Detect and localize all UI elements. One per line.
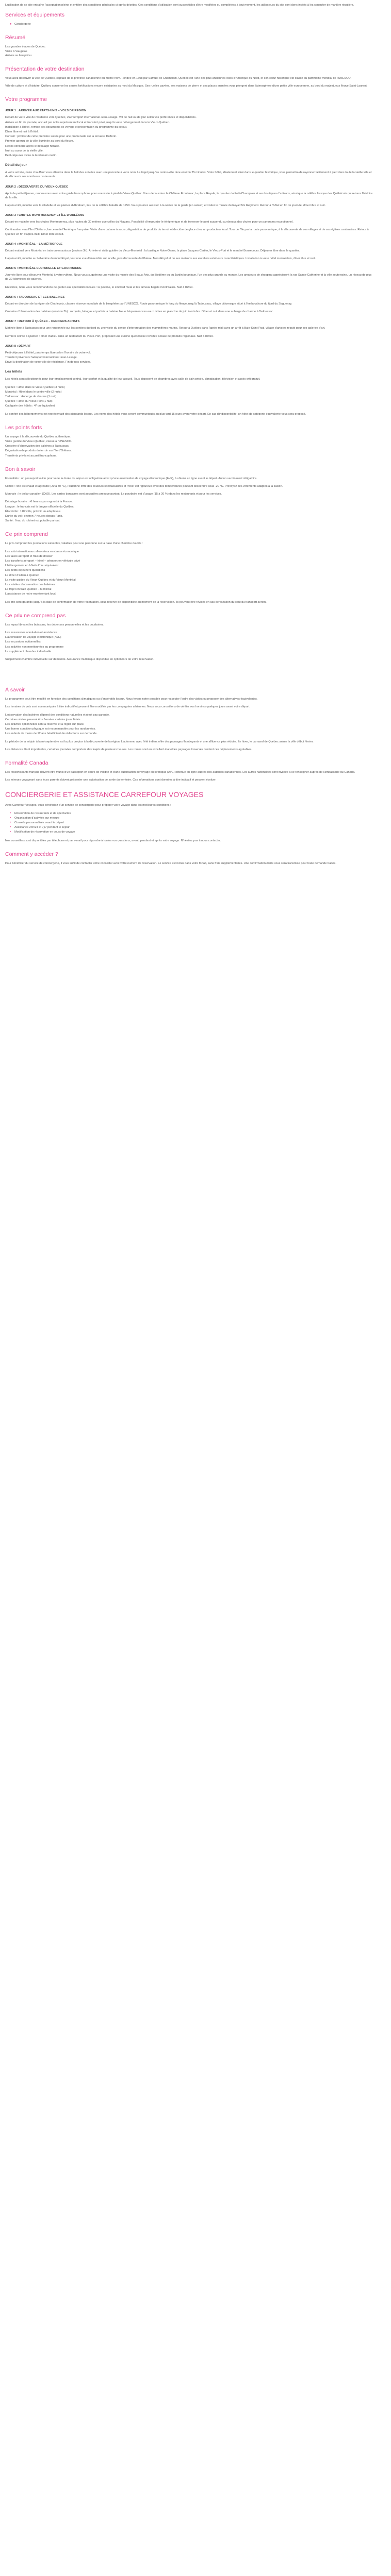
programme-title: Votre programme [5, 96, 47, 103]
resume-title: Résumé [5, 35, 26, 41]
paragraph: Matinée libre à Tadoussac pour une randonnée sur les sentiers du fjord ou une visite du centre d'interprétation des mammifères marins. Retour à Québec dans l'après-midi avec un arrêt à Baie-Saint-Paul, village d'artistes réputé pour ses galeries d'art. [5, 327, 325, 330]
hotels-title: Les hôtels [5, 370, 22, 374]
comment-title: Comment y accéder ? [5, 851, 58, 857]
line: Le supplément chambre individuelle [5, 650, 52, 653]
bullet-icon: • [10, 811, 11, 815]
list-item: • Réservation de restaurants et de spectacles [10, 811, 71, 815]
paragraph: Croisière d'observation des baleines (environ 3h) : rorquals, bélugas et parfois la baleine bleue fréquentent ces eaux riches en plancton de juin à octobre. Dîner et nuit dans une auberge de charme à Tadoussac. [5, 310, 274, 314]
bullet-icon: • [10, 826, 11, 829]
line: Montréal : Hôtel dans le centre-ville (2 nuits) [5, 390, 62, 394]
paragraph: La période de la mi-juin à la mi-septembre est la plus propice à la découverte de la région. L'automne, avec l'été indien, offre des paysages flamboyants et une affluence plus réduite. En hiver, le carnaval de Québec anime la ville début février. [5, 740, 314, 743]
page [0, 0, 381, 879]
line: Départ de votre ville de résidence vers Québec, via l'aéroport international Jean-Lesage. Vol de nuit ou de jour selon vos préférences et disponibilités. [5, 116, 197, 120]
paragraph: À votre arrivée, notre chauffeur vous attendra dans le hall des arrivées avec une pancarte à votre nom. Le trajet jusqu'au centre-ville dure environ 25 minutes. Votre hôtel, idéalement situé dans le quartier historique, vous permettra de rayonner facilement à pied dans toute la vieille ville et de découvrir ses nombreux restaurants. [5, 171, 372, 179]
line: La croisière d'observation des baleines [5, 583, 55, 586]
paragraph: Départ en matinée vers les chutes Montmorency, plus hautes de 30 mètres que celles du Niagara. Possibilité d'emprunter le téléphérique et de traverser le pont suspendu au-dessus des chutes pour un panorama exceptionnel. [5, 221, 294, 224]
line: L'autorisation de voyage électronique (AVE) [5, 636, 61, 639]
paragraph: Les horaires de vols sont communiqués à titre indicatif et peuvent être modifiés par les compagnies aériennes. Nous vous conseillons de vérifier vos horaires quelques jours avant votre départ. [5, 705, 251, 709]
bullet-icon: • [10, 831, 11, 834]
line: Santé : l'eau du robinet est potable partout. [5, 519, 60, 523]
paragraph: Journée libre pour découvrir Montréal à votre rythme. Nous vous suggérons une visite du musée des Beaux-Arts, du Biodôme ou du Jardin botanique, l'un des plus grands au monde. Les amateurs de shopping apprécieront la rue Sainte-Catherine et la ville souterraine, un réseau de plus de 30 kilomètres de galeries. [5, 274, 372, 281]
day-heading: JOUR 1 : ARRIVÉE AUX ÉTATS-UNIS – VOLS DE RÉGION [5, 109, 87, 113]
list-item: • Modification de réservation en cours de voyage [10, 831, 75, 834]
line: L'assistance de notre représentant local [5, 592, 56, 596]
paragraph: Départ matinal vers Montréal en train ou en autocar (environ 3h). Arrivée et visite guidée du Vieux-Montréal : la basilique Notre-Dame, la place Jacques-Cartier, le Vieux-Port et le marché Bonsecours. Déjeuner libre dans le quartier. [5, 249, 300, 252]
list-item: ● Conciergerie [10, 23, 31, 26]
paragraph: L'après-midi, montée vers la citadelle et les plaines d'Abraham, lieu de la célèbre bataille de 1759. Vous pourrez assister à la relève de la garde (en saison) et visiter le musée du Royal 22e Régiment. Retour à l'hôtel en fin de journée, dîner libre et nuit. [5, 204, 326, 208]
prix-title: Ce prix comprend [5, 531, 48, 538]
line: Québec : Hôtel du Vieux-Port (1 nuit) [5, 400, 53, 403]
line: Les enfants de moins de 12 ans bénéficient de réductions sur demande. [5, 732, 97, 736]
avoir-title: Bon à savoir [5, 466, 36, 472]
line: Les taxes aéroport et frais de dossier [5, 554, 53, 558]
line: Croisière d'observation des baleines à Tadoussac. [5, 445, 70, 448]
line: Langue : le français est la langue officielle du Québec. [5, 505, 75, 509]
paragraph: Le prix comprend les prestations suivantes, valables pour une personne sur la base d'une chambre double : [5, 542, 143, 546]
line: Dégustation de produits du terroir sur l'île d'Orléans. [5, 449, 72, 453]
line: Électricité : 110 volts, prévoir un adaptateur. [5, 510, 61, 513]
intro-paragraph: L'utilisation de ce site entraîne l'acceptation pleine et entière des conditions générales ci-après décrites. Ces conditions d'utilisation sont susceptibles d'être modifiées ou complétées à tout moment, les utilisateurs du site sont donc invités à les consulter de manière régulière. [5, 4, 354, 7]
line: Installation à l'hôtel, remise des documents de voyage et présentation du programme du séjour. [5, 125, 127, 129]
line: Le dîner d'adieu à Québec [5, 573, 39, 577]
paragraph: Les hôtels sont sélectionnés pour leur emplacement central, leur confort et la qualité de leur accueil. Tous disposent de chambres avec salle de bain privée, climatisation, télévision et accès wifi gratuit. [5, 378, 260, 381]
points-title: Les points forts [5, 424, 42, 431]
paragraph: Formalités : un passeport valide pour toute la durée du séjour est obligatoire ainsi qu'une autorisation de voyage électronique (AVE), à obtenir en ligne avant le départ. Aucun vaccin n'est obligatoire. [5, 477, 257, 480]
line: Petit-déjeuner à l'hôtel, puis temps libre selon l'horaire de votre vol. [5, 351, 91, 354]
resume-line: Les grandes étapes de Québec [5, 45, 46, 49]
line: Petit-déjeuner inclus le lendemain matin. [5, 154, 57, 158]
paragraph: Le confort des hébergements est représentatif des standards locaux. Les noms des hôtels vous seront communiqués au plus tard 15 jours avant votre départ. En cas d'indisponibilité, un hôtel de catégorie équivalente vous sera proposé. [5, 412, 306, 416]
spacer [5, 665, 376, 679]
paragraph: Les distances étant importantes, certaines journées comportent des trajets de plusieurs heures. Les routes sont en excellent état et les paysages traversés rendent ces déplacements agréables. [5, 748, 252, 751]
paragraph: L'après-midi, montée au belvédère du mont Royal pour une vue d'ensemble sur la ville, puis découverte du Plateau Mont-Royal et de ses maisons aux escaliers extérieurs caractéristiques. Installation à votre hôtel montréalais, dîner libre et nuit. [5, 257, 316, 261]
bullet-icon: • [10, 821, 11, 825]
line: Les petits-déjeuners quotidiens [5, 569, 45, 572]
resume-line: Visite à Vaugelas [5, 49, 27, 53]
paragraph: En soirée, nous vous recommandons de goûter aux spécialités locales : la poutine, le smoked meat et les fameux bagels montréalais. Nuit à l'hôtel. [5, 285, 193, 289]
line: Arrivée en fin de journée, accueil par notre représentant local et transfert privé jusqu'à votre hébergement dans le Vieux-Québec. [5, 121, 170, 124]
paragraph: Supplément chambre individuelle sur demande. Assurance multirisque disponible en option lors de votre réservation. [5, 658, 154, 662]
bullet-icon: ● [10, 23, 12, 26]
day-heading: JOUR 3 : CHUTES MONTMORENCY ET ÎLE D'ORLÉANS [5, 214, 85, 217]
paragraph: Vous allez découvrir la ville de Québec, capitale de la province canadienne du même nom. Fondée en 1608 par Samuel de Champlain, Québec est l'une des plus anciennes villes d'Amérique du Nord, et son cœur historique est classé au patrimoine mondial de l'UNESCO. [5, 77, 352, 80]
line: L'hébergement en hôtels 4* ou équivalent [5, 564, 59, 568]
paragraph: Avec Carrefour Voyages, vous bénéficiez d'un service de conciergerie pour préparer votre voyage dans les meilleures conditions : [5, 804, 171, 807]
list-item: • Organisation d'activités sur mesure [10, 816, 60, 820]
line: Les activités non mentionnées au programme [5, 645, 64, 649]
line: Les assurances annulation et assistance [5, 631, 57, 635]
paragraph: Climat : l'été est chaud et agréable (20 à 30 °C), l'automne offre des couleurs spectaculaires et l'hiver est rigoureux avec des températures pouvant descendre sous -20 °C. Prévoyez des vêtements adaptés à la saison. [5, 484, 283, 488]
paragraph: Pour bénéficier du service de conciergerie, il vous suffit de contacter votre conseiller avec votre numéro de réservation. Le service est inclus dans votre forfait, sans frais supplémentaires. Une confirmation écrite vous sera transmise pour toute demande traitée. [5, 861, 336, 865]
line: Les activités optionnelles sont à réserver et à régler sur place. [5, 723, 85, 726]
paragraph: Continuation vers l'île d'Orléans, berceau de l'Amérique française. Visite d'une cabane à sucre, dégustation de produits du terroir et de cidre de glace chez un producteur local. Tour de l'île par la route panoramique, à la découverte de ses villages et de ses églises centenaires. Retour à Québec en fin d'après-midi. Dîner libre et nuit. [5, 228, 369, 236]
line: Conseil : profitez de cette première soirée pour une promenade sur la terrasse Dufferin. [5, 135, 117, 139]
services-title: Services et équipements [5, 12, 64, 19]
concierge-list [5, 811, 376, 835]
paragraph: Départ en direction de la région de Charlevoix, classée réserve mondiale de la biosphère par l'UNESCO. Route panoramique le long du fleuve jusqu'à Tadoussac, village pittoresque situé à l'embouchure du fjord du Saguenay. [5, 302, 292, 306]
line: Les excursions optionnelles [5, 640, 41, 644]
resume-line: Arrivée au lieu prévu [5, 54, 32, 57]
list-item: • Conseils personnalisés avant le départ [10, 821, 64, 825]
services-list [5, 22, 376, 26]
paragraph: Après le petit-déjeuner, rendez-vous avec votre guide francophone pour une visite à pied du Vieux-Québec. Vous découvrirez le Château Frontenac, la place Royale, le quartier du Petit-Champlain et ses boutiques d'artisans, ainsi que la célèbre fresque des Québécois qui retrace l'histoire de la ville. [5, 192, 373, 199]
paragraph: Les mineurs voyageant sans leurs parents doivent présenter une autorisation de sortie du territoire. Ces informations sont données à titre indicatif et peuvent évoluer. [5, 778, 217, 782]
line: Certaines visites peuvent être fermées certains jours fériés. [5, 718, 82, 721]
bullet-icon: • [10, 816, 11, 820]
savoir-title: À savoir [5, 687, 25, 693]
day-heading: JOUR 6 : TADOUSSAC ET LES BALEINES [5, 295, 65, 299]
paragraph: Le programme peut être modifié en fonction des conditions climatiques ou d'impératifs locaux. Nous ferons notre possible pour respecter l'ordre des visites ou proposer des alternatives équivalentes. [5, 698, 258, 701]
line: Catégorie des hôtels : 4* ou équivalent [5, 404, 55, 408]
day-heading: JOUR 4 : MONTRÉAL – LA MÉTROPOLE [5, 242, 63, 246]
line: Tadoussac : Auberge de charme (1 nuit) [5, 395, 57, 398]
line: Visite guidée du Vieux-Québec, classé à l'UNESCO. [5, 439, 72, 443]
line: Les vols internationaux aller-retour en classe économique [5, 550, 79, 553]
paragraph: Ville de culture et d'histoire, Québec conserve les seules fortifications encore existantes au nord du Mexique. Ses ruelles pavées, ses maisons de pierre et ses places animées vous plongent dans l'atmosphère d'une petite ville européenne, au bord du majestueux fleuve Saint-Laurent. [5, 84, 368, 88]
day-heading: JOUR 7 : RETOUR À QUÉBEC – DERNIERS ACHATS [5, 320, 80, 324]
day-heading: JOUR 8 : DÉPART [5, 344, 31, 348]
noninclus-title: Ce prix ne comprend pas [5, 612, 66, 619]
line: Durée du vol : environ 7 heures depuis Paris. [5, 514, 63, 518]
line: Dîner libre et nuit à l'hôtel. [5, 130, 39, 134]
line: Québec : Hôtel dans le Vieux-Québec (3 nuits) [5, 385, 65, 389]
line: La visite guidée du Vieux-Québec et du Vieux-Montréal [5, 578, 76, 582]
paragraph: Monnaie : le dollar canadien (CAD). Les cartes bancaires sont acceptées presque partout. Le pourboire est d'usage (15 à 20 %) dans les restaurants et pour les services. [5, 493, 222, 496]
line: Premier aperçu de la ville illuminée au bord du fleuve. [5, 140, 74, 143]
line: Transfert privé vers l'aéroport international Jean-Lesage. [5, 355, 78, 359]
line: Nuit au cœur de la vieille ville. [5, 149, 44, 152]
line: Envol à destination de votre ville de résidence. Fin de nos services. [5, 361, 91, 364]
presentation-title: Présentation de votre destination [5, 66, 85, 73]
line: Repos conseillé après le décalage horaire. [5, 144, 60, 148]
concierge-title: CONCIERGERIE ET ASSISTANCE CARREFOUR VOYAGES [5, 790, 204, 799]
line: Les transferts aéroport – hôtel – aéroport en véhicule privé [5, 559, 80, 563]
paragraph: Dernière soirée à Québec : dîner d'adieu dans un restaurant du Vieux-Port, proposant une cuisine québécoise revisitée à base de produits régionaux. Nuit à l'hôtel. [5, 334, 214, 338]
paragraph: Nos conseillers sont disponibles par téléphone et par e-mail pour répondre à toutes vos questions, avant, pendant et après votre voyage. N'hésitez pas à nous contacter. [5, 839, 221, 842]
paragraph: Les repas libres et les boissons, les dépenses personnelles et les pourboires. [5, 623, 104, 626]
list-item: • Assistance 24h/24 et 7j/7 pendant le séjour [10, 826, 70, 829]
day-heading: JOUR 5 : MONTRÉAL CULTURELLE ET GOURMANDE [5, 267, 82, 270]
formalite-title: Formalité Canada [5, 760, 48, 767]
paragraph: Les prix sont garantis jusqu'à la date de confirmation de votre réservation, sous réserve de disponibilité au moment de la réservation. Ils peuvent être révisés en cas de variation du coût du transport aérien. [5, 600, 267, 604]
line: L'observation des baleines dépend des conditions naturelles et n'est pas garantie. [5, 713, 110, 717]
line: Un voyage à la découverte du Québec authentique. [5, 435, 71, 438]
line: Le trajet en train Québec – Montréal [5, 588, 52, 591]
day-heading: JOUR 2 : DÉCOUVERTE DU VIEUX-QUÉBEC [5, 185, 69, 189]
line: Une bonne condition physique est recommandée pour les randonnées. [5, 727, 96, 731]
line: Décalage horaire : -6 heures par rapport à la France. [5, 500, 73, 504]
line: Transferts privés et accueil francophone. [5, 454, 57, 457]
paragraph: Les ressortissants français doivent être munis d'un passeport en cours de validité et d'une autorisation de voyage électronique (AVE) obtenue en ligne auprès des autorités canadiennes. Les autres nationalités sont invitées à se renseigner auprès de l'ambassade du Canada. [5, 771, 355, 774]
detail-title: Détail du jour [5, 163, 27, 167]
